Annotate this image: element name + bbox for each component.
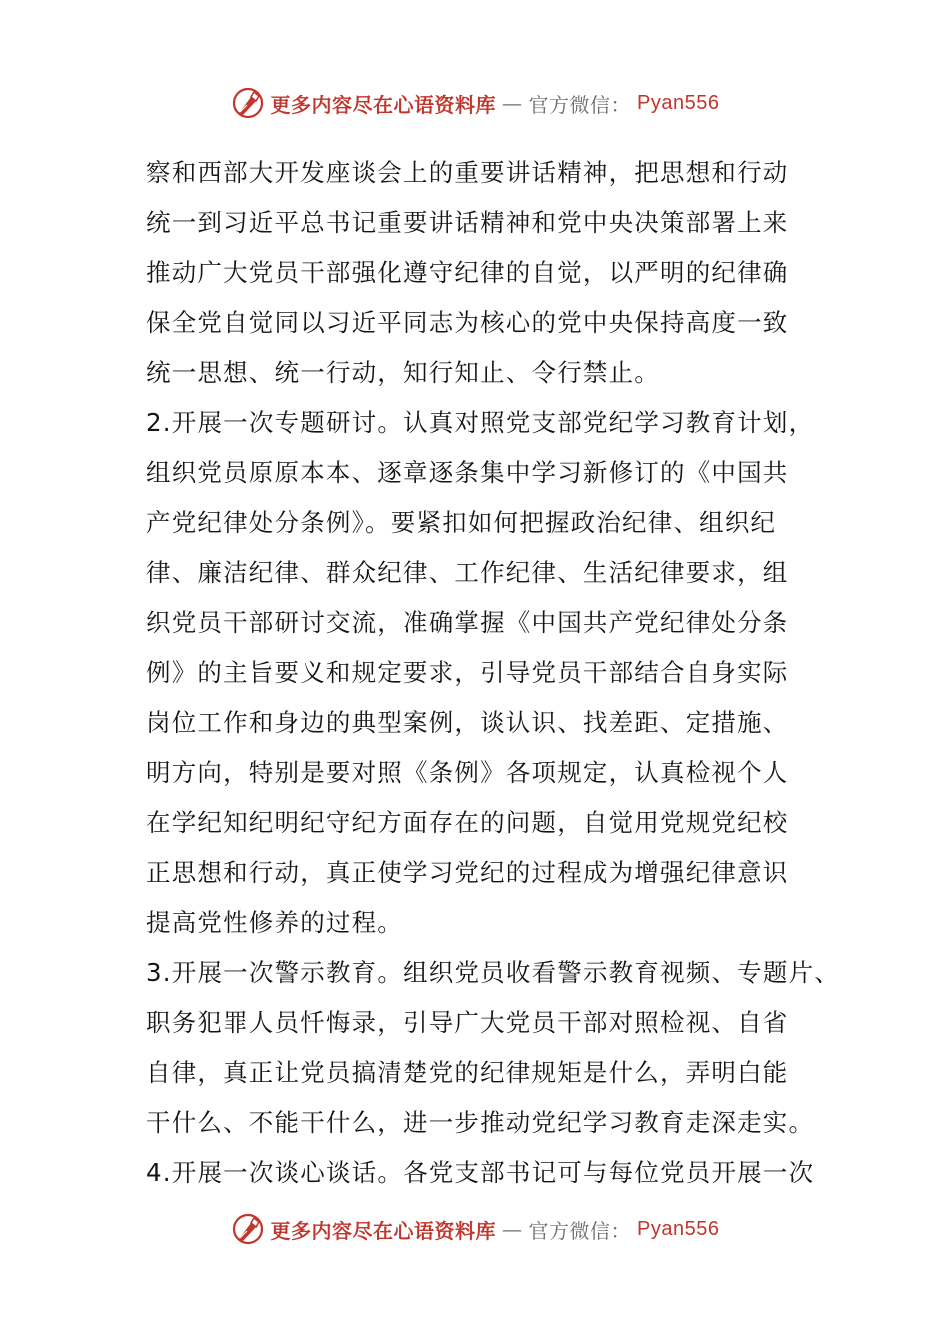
watermark-wechat-id: Pyan556 bbox=[637, 91, 720, 114]
text-line: 4.开展一次谈心谈话。各党支部书记可与每位党员开展一次 bbox=[146, 1158, 815, 1187]
footer-watermark bbox=[0, 1212, 950, 1246]
text-line: 统一思想、统一行动，知行知止、令行禁止。 bbox=[146, 358, 660, 387]
text-line: 职务犯罪人员忏悔录，引导广大党员干部对照检视、自省 bbox=[146, 1008, 789, 1037]
text-line: 3.开展一次警示教育。组织党员收看警示教育视频、专题片、 bbox=[146, 958, 840, 987]
text-line: 2.开展一次专题研讨。认真对照党支部党纪学习教育计划， bbox=[146, 408, 815, 437]
text-line: 干什么、不能干什么，进一步推动党纪学习教育走深走实。 bbox=[146, 1108, 815, 1137]
text-line: 保全党自觉同以习近平同志为核心的党中央保持高度一致 bbox=[146, 308, 789, 337]
text-line: 律、廉洁纪律、群众纪律、工作纪律、生活纪律要求，组 bbox=[146, 558, 789, 587]
pen-nib-icon bbox=[231, 86, 265, 120]
text-line: 明方向，特别是要对照《条例》各项规定，认真检视个人 bbox=[146, 758, 789, 787]
text-line: 统一到习近平总书记重要讲话精神和党中央决策部署上来 bbox=[146, 208, 789, 237]
text-line: 察和西部大开发座谈会上的重要讲话精神，把思想和行动 bbox=[146, 158, 789, 187]
text-line: 例》的主旨要义和规定要求，引导党员干部结合自身实际 bbox=[146, 658, 789, 687]
watermark-site-text: 更多内容尽在心语资料库 bbox=[270, 1218, 497, 1243]
watermark-wechat-label: 官方微信： bbox=[528, 92, 632, 117]
text-line: 正思想和行动，真正使学习党纪的过程成为增强纪律意识 bbox=[146, 858, 789, 887]
watermark-wechat-label: 官方微信： bbox=[528, 1218, 632, 1243]
watermark-dash: — bbox=[502, 1217, 523, 1241]
pen-nib-icon bbox=[231, 1212, 265, 1246]
text-line: 组织党员原原本本、逐章逐条集中学习新修订的《中国共 bbox=[146, 458, 789, 487]
text-line: 产党纪律处分条例》。要紧扣如何把握政治纪律、组织纪 bbox=[146, 508, 777, 537]
watermark-site-text: 更多内容尽在心语资料库 bbox=[270, 92, 497, 117]
text-line: 提高党性修养的过程。 bbox=[146, 908, 403, 937]
text-line: 岗位工作和身边的典型案例，谈认识、找差距、定措施、 bbox=[146, 708, 789, 737]
header-watermark bbox=[0, 86, 950, 120]
text-line: 自律，真正让党员搞清楚党的纪律规矩是什么，弄明白能 bbox=[146, 1058, 789, 1087]
watermark-dash: — bbox=[502, 91, 523, 115]
text-line: 在学纪知纪明纪守纪方面存在的问题，自觉用党规党纪校 bbox=[146, 808, 789, 837]
text-line: 推动广大党员干部强化遵守纪律的自觉，以严明的纪律确 bbox=[146, 258, 789, 287]
text-line: 织党员干部研讨交流，准确掌握《中国共产党纪律处分条 bbox=[146, 608, 789, 637]
document-body bbox=[146, 148, 840, 1198]
watermark-wechat-id: Pyan556 bbox=[637, 1217, 720, 1240]
